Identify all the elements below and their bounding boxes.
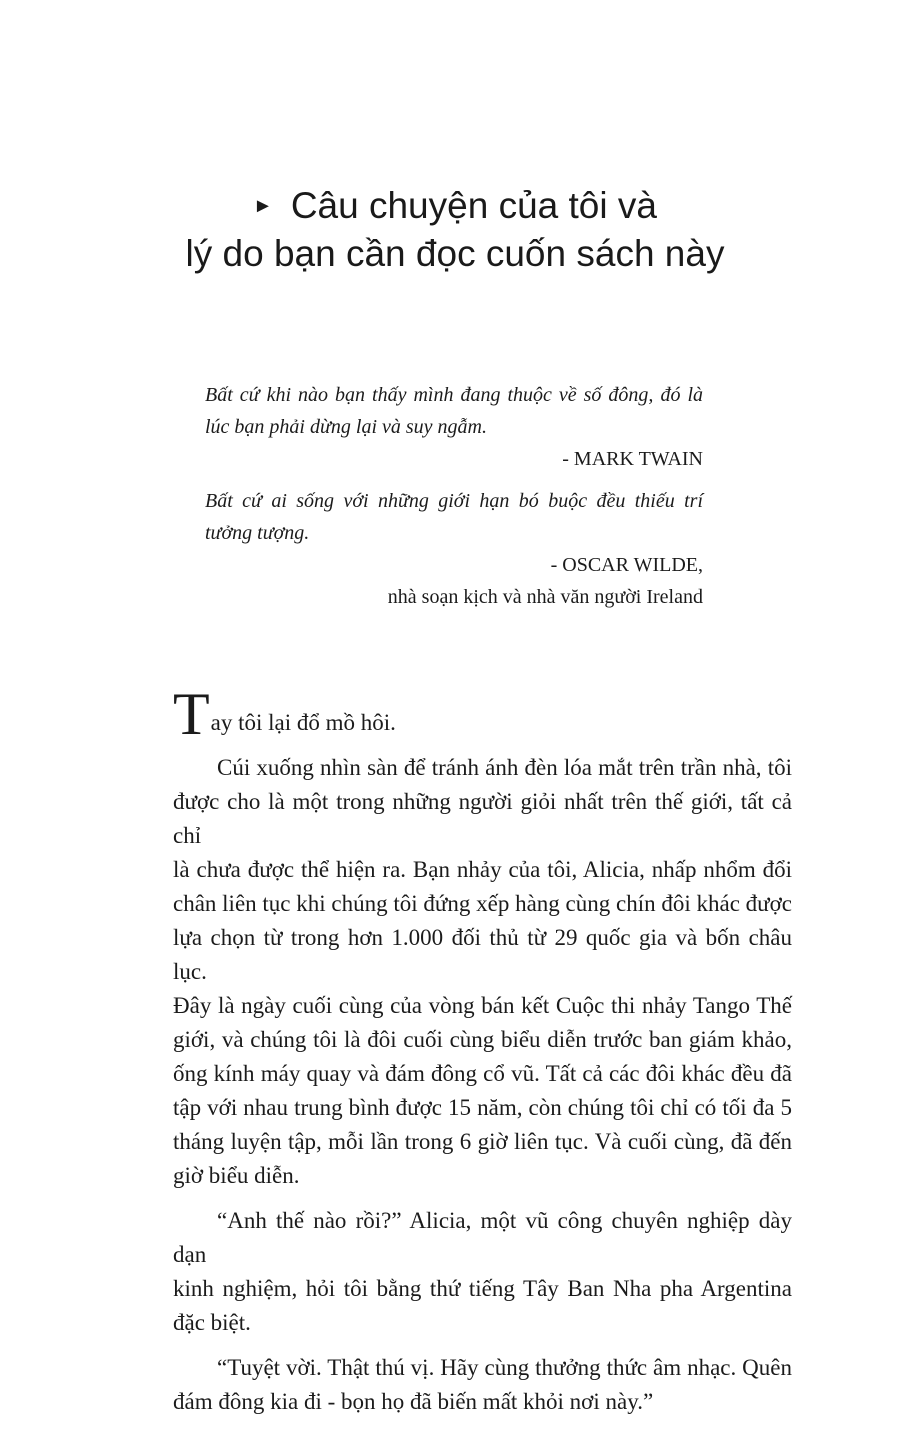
paragraph-line: đám đông kia đi - bọn họ đã biến mất khỏi nơi này.” (173, 1389, 654, 1414)
chapter-title (0, 182, 910, 277)
chapter-title-line-1 (0, 182, 910, 230)
paragraph-3 (173, 1204, 792, 1340)
paragraph-line: tháng luyện tập, mỗi lần trong 6 giờ liên tục. Và cuối cùng, đã đến (173, 1129, 792, 1154)
paragraph-1-text: ay tôi lại đổ mồ hôi. (210, 710, 396, 735)
paragraph-line: ống kính máy quay và đám đông cổ vũ. Tất cả các đôi khác đều đã (173, 1061, 792, 1086)
triangle-bullet-icon: ► (253, 195, 273, 217)
drop-cap: T (173, 681, 210, 747)
epigraph-1-line-2: lúc bạn phải dừng lại và suy ngẫm. (205, 416, 487, 438)
paragraph-line: đặc biệt. (173, 1310, 251, 1335)
paragraph-line: kinh nghiệm, hỏi tôi bằng thứ tiếng Tây Ban Nha pha Argentina (173, 1276, 792, 1301)
paragraph-line: Đây là ngày cuối cùng của vòng bán kết Cuộc thi nhảy Tango Thế (173, 993, 792, 1018)
epigraph-2-line-1: Bất cứ ai sống với những giới hạn bó buộc đều thiếu trí (205, 490, 703, 512)
paragraph-line: “Anh thế nào rồi?” Alicia, một vũ công chuyên nghiệp dày dạn (173, 1208, 792, 1267)
paragraph-line: Cúi xuống nhìn sàn để tránh ánh đèn lóa mắt trên trần nhà, tôi (217, 755, 792, 780)
paragraph-line: giới, và chúng tôi là đôi cuối cùng biểu diễn trước ban giám khảo, (173, 1027, 792, 1052)
paragraph-line: tập với nhau trung bình được 15 năm, còn chúng tôi chỉ có tối đa 5 (173, 1095, 792, 1120)
epigraph-2-author: - OSCAR WILDE, (550, 554, 703, 576)
epigraph-2-line-2: tưởng tượng. (205, 522, 310, 544)
paragraph-line: chân liên tục khi chúng tôi đứng xếp hàng cùng chín đôi khác được (173, 891, 792, 916)
chapter-title-text-1: Câu chuyện của tôi và (290, 185, 657, 226)
chapter-title-line-2: lý do bạn cần đọc cuốn sách này (185, 233, 725, 274)
epigraphs (205, 379, 703, 613)
epigraph-1-author: - MARK TWAIN (562, 448, 703, 470)
epigraph-quote-1 (205, 379, 703, 443)
paragraph-2 (173, 751, 792, 1193)
paragraph-line: là chưa được thể hiện ra. Bạn nhảy của tôi, Alicia, nhấp nhổm đổi (173, 857, 792, 882)
paragraph-line: giờ biểu diễn. (173, 1163, 300, 1188)
epigraph-quote-2 (205, 485, 703, 549)
body-text (173, 681, 792, 1430)
epigraph-1-line-1: Bất cứ khi nào bạn thấy mình đang thuộc về số đông, đó là (205, 384, 703, 406)
epigraph-2-author-desc: nhà soạn kịch và nhà văn người Ireland (387, 586, 703, 608)
paragraph-line: “Tuyệt vời. Thật thú vị. Hãy cùng thưởng thức âm nhạc. Quên (217, 1355, 792, 1380)
paragraph-1 (173, 681, 792, 747)
paragraph-line: lựa chọn từ trong hơn 1.000 đối thủ từ 29 quốc gia và bốn châu lục. (173, 925, 792, 984)
paragraph-line: được cho là một trong những người giỏi nhất trên thế giới, tất cả chỉ (173, 789, 792, 848)
